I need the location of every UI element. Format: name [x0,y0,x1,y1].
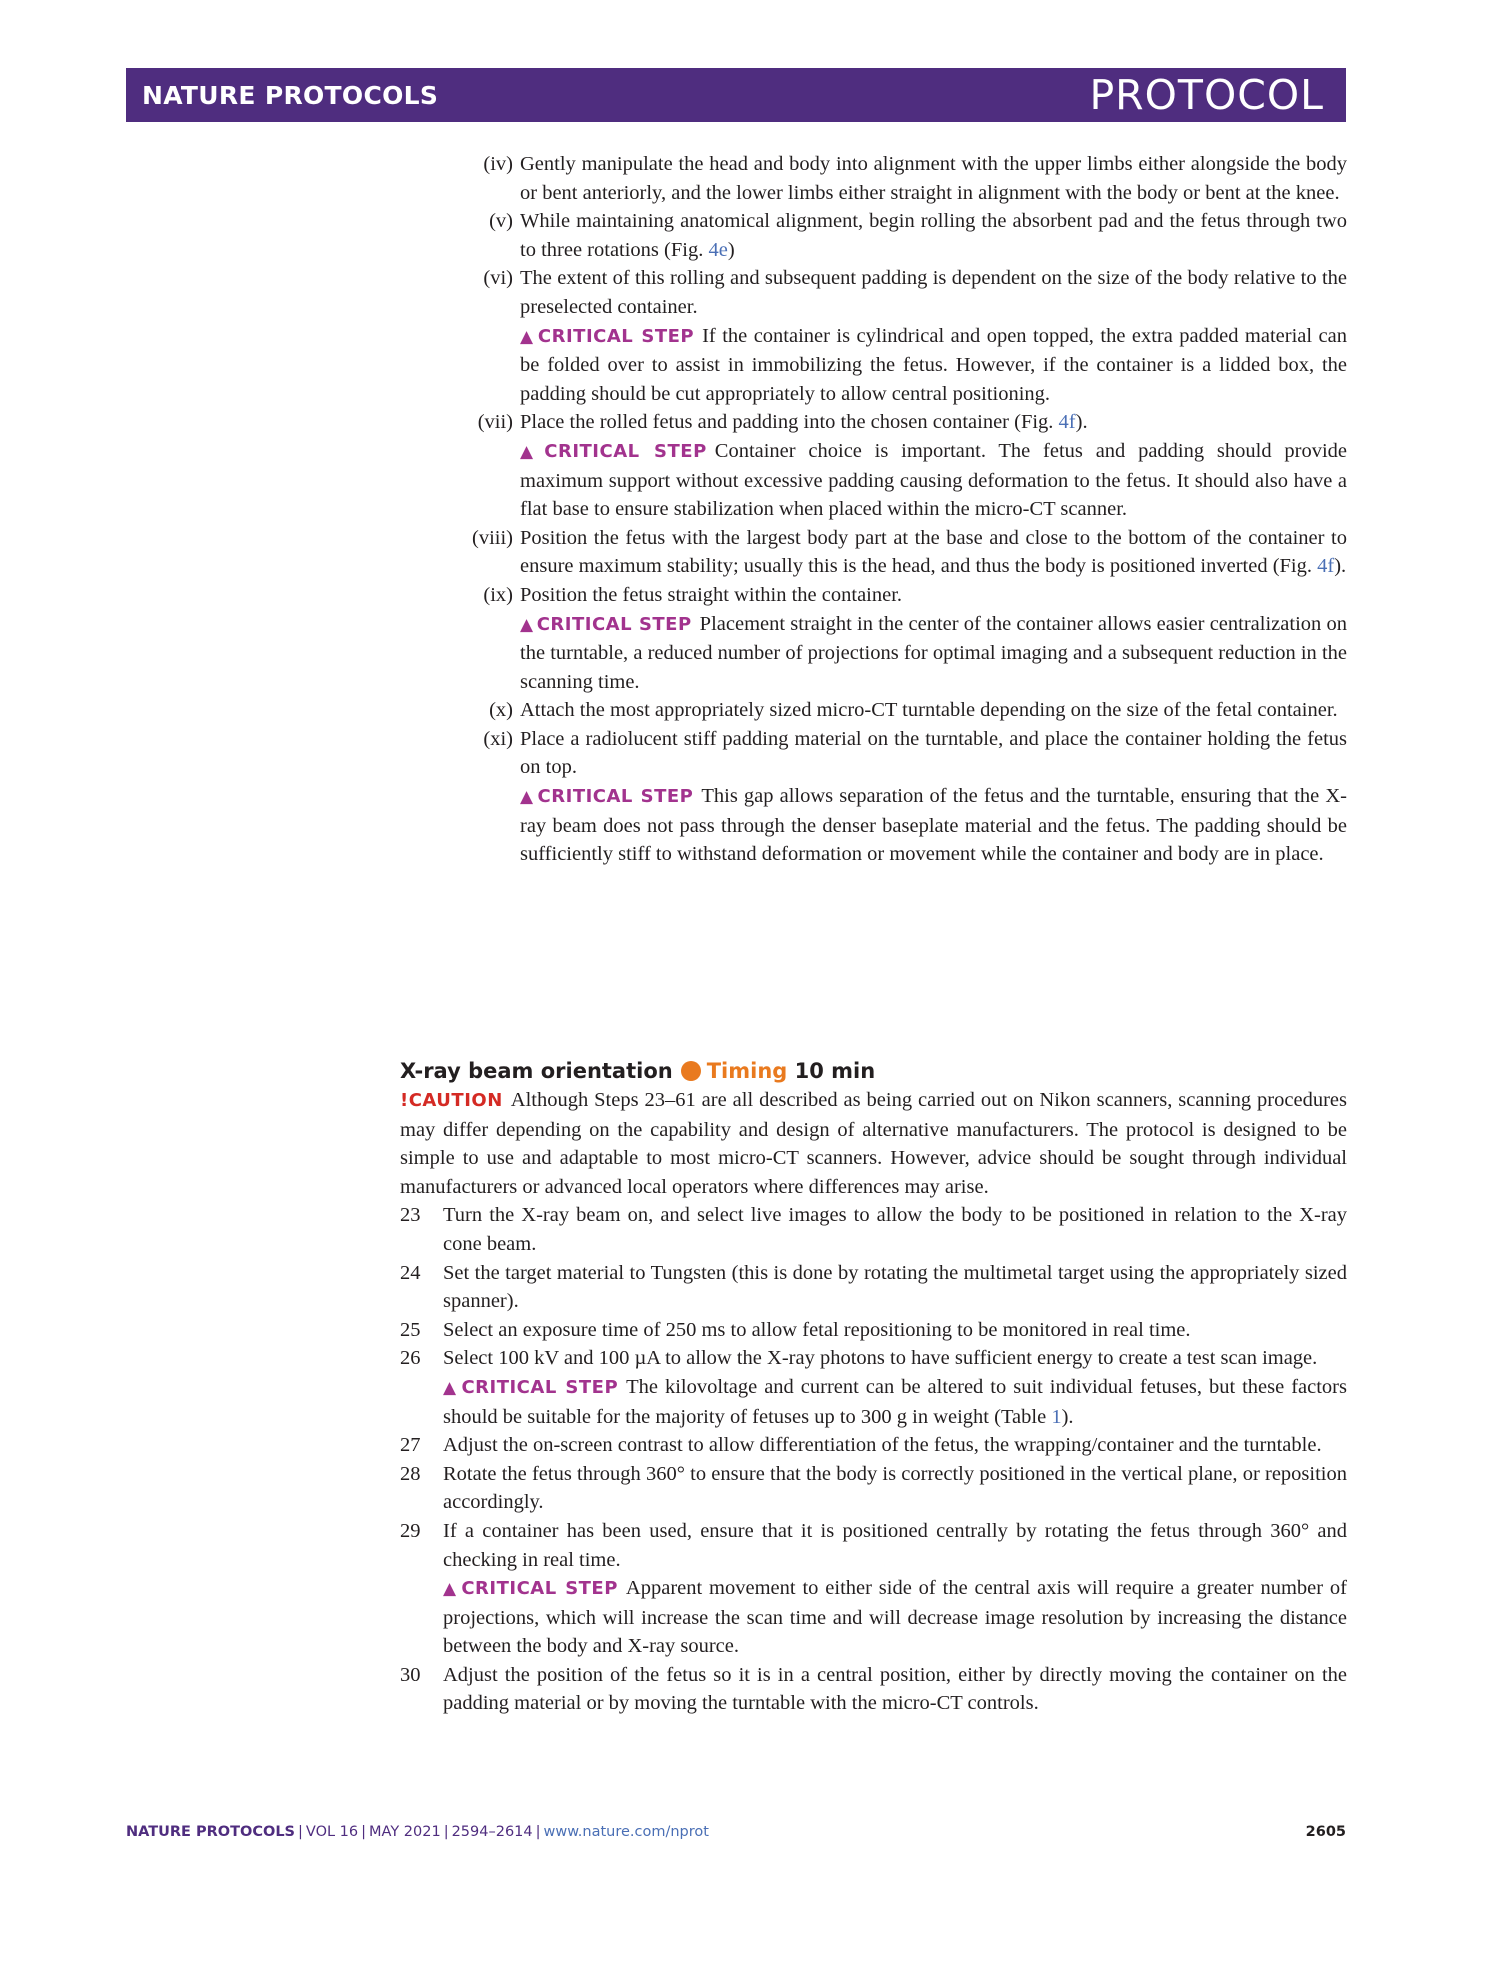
substep-text: Attach the most appropriately sized micro-CT turntable depending on the size of the fetal container. [520,699,1338,722]
triangle-warning-icon: ▲ [443,1579,459,1600]
substep-xi [440,725,1347,782]
caution-note: !CAUTION Although Steps 23–61 are all described as being carried out on Nikon scanners, scanning procedures may differ depending on the capability and design of alternative manufacturers. The protocol is designed to be simple to use and adaptable to most micro-CT scanners. However, advice should be sought through individual manufacturers or advanced local operators where differences may arise. [400,1089,1347,1198]
step-23 [400,1201,1347,1258]
substep-number: (vii) [477,411,513,434]
step-text: Adjust the position of the fetus so it is in a central position, either by directly moving the container on the padding material or by moving the turntable with the micro-CT controls. [443,1663,1347,1715]
journal-name: NATURE PROTOCOLS [142,81,439,110]
step-text: If a container has been used, ensure that it is positioned centrally by rotating the fetus through 360° and checking in real time. [443,1519,1347,1571]
caution-label: !CAUTION [400,1090,503,1111]
article-type: PROTOCOL [1089,71,1324,119]
critical-step-note: ▲ CRITICAL STEP This gap allows separation of the fetus and the turntable, ensuring that the X-ray beam does not pass through the denser baseplate material and the fetus. The padding should be sufficiently stiff to withstand deformation or movement while the container and body are in place. [520,785,1347,866]
journal-header-bar [126,68,1346,122]
substep-ix [440,581,1347,610]
triangle-warning-icon: ▲ [520,787,535,808]
step-25 [400,1316,1347,1345]
footer-pages: 2594–2614 [451,1824,533,1840]
substep-text: Place the rolled fetus and padding into the chosen container (Fig. [520,411,1059,434]
section-heading [400,1056,1347,1086]
step-number: 30 [400,1663,421,1686]
critical-step-note: ▲ CRITICAL STEP Placement straight in the center of the container allows easier centralization on the turntable, a reduced number of projections for optimal imaging and a subsequent reduction in the scanning time. [520,612,1348,693]
critical-step-label: ▲ CRITICAL STEP [443,1376,619,1398]
critical-step-note: ▲ CRITICAL STEP Container choice is important. The fetus and padding should provide maximum support without excessive padding causing deformation to the fetus. It should also have a flat base to ensure stabilization when placed within the micro-CT scanner. [520,439,1347,521]
substep-number: (iv) [483,153,513,175]
critical-step-note: ▲ CRITICAL STEP If the container is cylindrical and open topped, the extra padded material can be folded over to assist in immobilizing the fetus. However, if the container is a lidded box, the padding should be cut appropriately to allow central positioning. [520,324,1347,405]
figure-link[interactable]: 4f [1317,555,1335,578]
step-24 [400,1259,1347,1316]
step-number: 23 [400,1204,421,1227]
triangle-warning-icon: ▲ [520,326,535,347]
substep-number: (ix) [483,583,513,606]
substep-text: Gently manipulate the head and body into alignment with the upper limbs either alongside the body or bent anteriorly, and the lower limbs either straight in alignment with the body or bent at the knee. [520,153,1347,204]
step-number: 27 [400,1434,421,1457]
step-list [400,1201,1347,1718]
substep-x [440,696,1347,725]
step-text: Select an exposure time of 250 ms to allow fetal repositioning to be monitored in real time. [443,1318,1191,1341]
substep-number: (xi) [483,727,513,750]
step-26 [400,1344,1347,1373]
step-text: Turn the X-ray beam on, and select live images to allow the body to be positioned in relation to the X-ray cone beam. [443,1204,1347,1255]
critical-step-label: ▲ CRITICAL STEP [520,440,707,462]
step-27 [400,1431,1347,1460]
substep-vi [440,264,1347,321]
step-number: 25 [400,1318,421,1341]
critical-step-note: ▲ CRITICAL STEP Apparent movement to either side of the central axis will require a greater number of projections, which will increase the scan time and will decrease image resolution by increasing the distance between the body and X-ray source. [443,1577,1348,1658]
exclamation-icon: ! [400,1090,409,1111]
footer-volume: VOL 16 [305,1824,359,1840]
critical-step-label: ▲ CRITICAL STEP [443,1578,618,1600]
substep-number: (x) [489,699,513,722]
critical-step-label: ▲ CRITICAL STEP [520,325,695,347]
triangle-warning-icon: ▲ [520,441,542,462]
substep-text: While maintaining anatomical alignment, begin rolling the absorbent pad and the fetus through two to three rotations (Fig. [520,210,1347,261]
timing-value: 10 min [794,1059,876,1083]
step-text: Adjust the on-screen contrast to allow differentiation of the fetus, the wrapping/container and the turntable. [443,1434,1322,1457]
figure-link[interactable]: 4e [708,238,728,261]
footer-journal: NATURE PROTOCOLS [126,1824,296,1840]
triangle-warning-icon: ▲ [520,614,534,635]
step-number: 24 [400,1261,421,1284]
substep-number: (v) [489,210,513,233]
substep-text: Position the fetus with the largest body part at the base and close to the bottom of the container to ensure maximum stability; usually this is the head, and thus the body is positioned inverted (Fig. [520,526,1347,578]
footer-url-link[interactable]: www.nature.com/nprot [543,1824,709,1840]
substep-number: (vi) [483,267,513,290]
critical-step-note: ▲ CRITICAL STEP The kilovoltage and current can be altered to suit individual fetuses, but these factors should be suitable for the majority of fetuses up to 300 g in weight (Table 1). [443,1375,1347,1428]
step-number: 26 [400,1347,421,1370]
triangle-warning-icon: ▲ [443,1377,459,1398]
step-number: 29 [400,1519,421,1542]
substep-iv [440,150,1347,207]
table-link[interactable]: 1 [1051,1405,1062,1428]
page-footer: NATURE PROTOCOLS | VOL 16 | MAY 2021 | 2594–2614 | www.nature.com/nprot 2605 [126,1824,1346,1840]
substep-list [440,150,1347,869]
section-title: X-ray beam orientation [400,1059,673,1083]
substep-vii: (vii) Place the rolled fetus and padding into the chosen container (Fig. 4f). [440,408,1347,437]
figure-link[interactable]: 4f [1058,411,1076,434]
substep-v: (v) While maintaining anatomical alignment, begin rolling the absorbent pad and the fetus through two to three rotations (Fig. 4e) [440,207,1347,264]
step-text: Set the target material to Tungsten (this is done by rotating the multimetal target using the appropriately sized spanner). [443,1261,1347,1313]
substep-number: (viii) [472,526,513,549]
substep-text: Place a radiolucent stiff padding material on the turntable, and place the container holding the fetus on top. [520,727,1347,779]
critical-step-label: ▲ CRITICAL STEP [520,613,692,635]
timing-dot-icon [681,1061,701,1081]
step-30 [400,1661,1347,1718]
substep-text: Position the fetus straight within the container. [520,583,903,606]
step-28 [400,1460,1347,1517]
substep-viii: (viii) Position the fetus with the largest body part at the base and close to the bottom of the container to ensure maximum stability; usually this is the head, and thus the body is positioned inverted (Fig. 4f). [440,524,1347,581]
step-text: Rotate the fetus through 360° to ensure that the body is correctly positioned in the vertical plane, or reposition accordingly. [443,1462,1347,1514]
step-29 [400,1517,1347,1574]
substep-text: The extent of this rolling and subsequent padding is dependent on the size of the body relative to the preselected container. [520,267,1347,318]
step-number: 28 [400,1462,421,1485]
footer-date: MAY 2021 [369,1824,441,1840]
xray-beam-section [400,1056,1347,1718]
critical-step-label: ▲ CRITICAL STEP [520,786,694,808]
timing-label: Timing [706,1059,788,1083]
page-number: 2605 [1305,1824,1346,1840]
step-text: Select 100 kV and 100 µA to allow the X-ray photons to have sufficient energy to create a test scan image. [443,1347,1318,1370]
